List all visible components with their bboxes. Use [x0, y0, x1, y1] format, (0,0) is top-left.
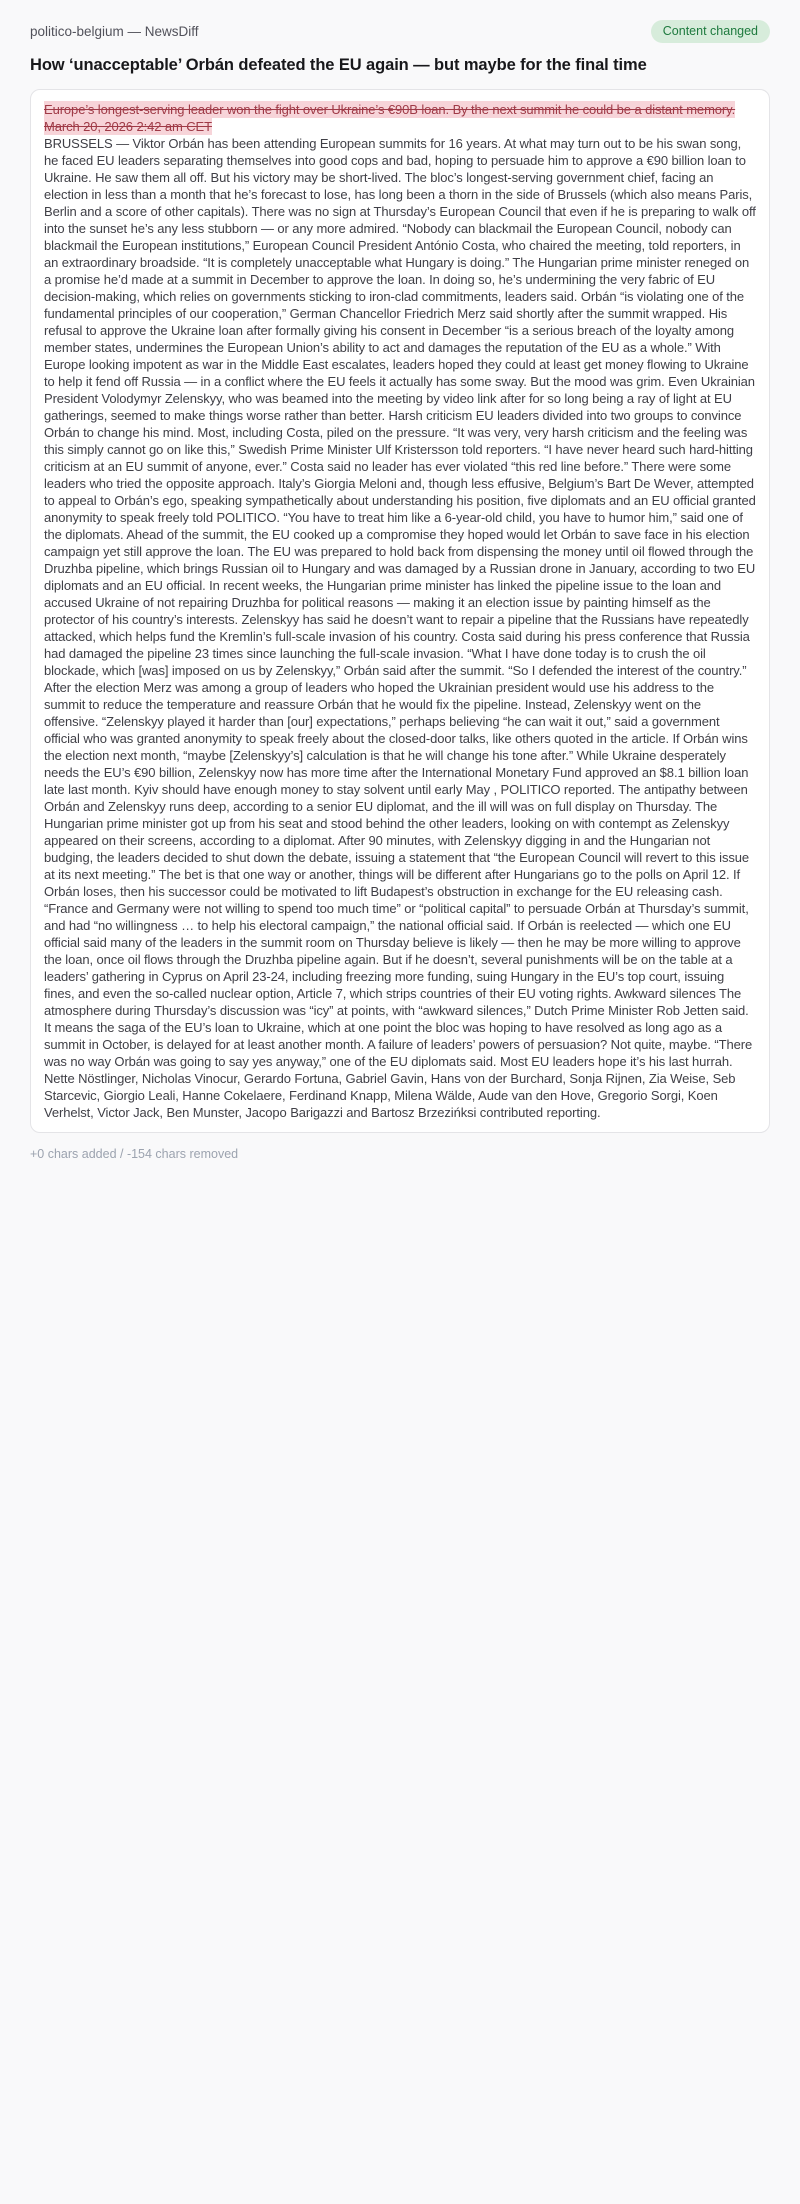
- status-badge: Content changed: [651, 20, 770, 43]
- page-title: How ‘unacceptable’ Orbán defeated the EU again — but maybe for the final time: [30, 56, 647, 74]
- newsdiff-page: [30, 20, 770, 1161]
- header: [30, 20, 770, 43]
- diff-card: [30, 89, 770, 1133]
- diff-text: [44, 101, 756, 1121]
- source-label: politico-belgium — NewsDiff: [30, 24, 199, 39]
- diff-stats: +0 chars added / -154 chars removed: [30, 1147, 239, 1161]
- article-body-text: BRUSSELS — Viktor Orbán has been attending European summits for 16 years. At what may turn out to be his swan song, he faced EU leaders separating themselves into good cops and bad, hoping to persuade him to approve a €90 billion loan to Ukraine. He saw them all off. But his victory may be short-lived. The bloc’s longest-serving government chief, facing an election in less than a month that he’s forecast to lose, has long been a thorn in the side of Brussels (which also means Paris, Berlin and a score of other capitals). There was no sign at Thursday’s European Council that even if he is preparing to walk off into the sunset he’s any less stubborn — or any more admired. “Nobody can blackmail the European Council, nobody can blackmail the European institutions,” European Council President António Costa, who chaired the meeting, told reporters, in an extraordinary broadside. “It is completely unacceptable what Hungary is doing.” The Hungarian prime minister reneged on a promise he’d made at a summit in December to approve the loan. In doing so, he’s undermining the very fabric of EU decision-making, which relies on governments sticking to iron-clad commitments, leaders said. Orbán “is violating one of the fundamental principles of our cooperation,” German Chancellor Friedrich Merz said shortly after the summit wrapped. His refusal to approve the Ukraine loan after formally giving his consent in December “is a serious breach of the loyalty among member states, undermines the European Union’s ability to act and damages the reputation of the EU as a whole.” With Europe looking impotent as war in the Middle East escalates, leaders hoped they could at least get money flowing to Ukraine to help it fend off Russia — in a conflict where the EU feels it actually has some sway. But the mood was grim. Even Ukrainian President Volodymyr Zelenskyy, who was beamed into the meeting by video link after for so long being a ray of light at EU gatherings, seemed to make things worse rather than better. Harsh criticism EU leaders divided into two groups to convince Orbán to change his mind. Most, including Costa, piled on the pressure. “It was very, very harsh criticism and the feeling was this simply cannot go on like this,” Swedish Prime Minister Ulf Kristersson told reporters. “I have never heard such hard-hitting criticism at an EU summit of anyone, ever.” Costa said no leader has ever violated “this red line before.” There were some leaders who tried the opposite approach. Italy’s Giorgia Meloni and, though less effusive, Belgium’s Bart De Wever, attempted to appeal to Orbán’s ego, speaking sympathetically about understanding his position, five diplomats and an EU official granted anonymity to speak freely told POLITICO. “You have to treat him like a 6-year-old child, you have to humor him,” said one of the diplomats. Ahead of the summit, the EU cooked up a compromise they hoped would let Orbán to save face in his election campaign yet still approve the loan. The EU was prepared to hold back from dispensing the money until oil flowed through the Druzhba pipeline, which brings Russian oil to Hungary and was damaged by a Russian drone in January, according to two EU diplomats and an EU official. In recent weeks, the Hungarian prime minister has linked the pipeline issue to the loan and accused Ukraine of not repairing Druzhba for political reasons — making it an election issue by painting himself as the protector of his country’s interests. Zelenskyy has said he doesn’t want to repair a pipeline that the Russians have repeatedly attacked, which helps fund the Kremlin’s full-scale invasion of his country. Costa said during his press conference that Russia had damaged the pipeline 23 times since launching the full-scale invasion. “What I have done today is to crush the oil blockade, which [was] imposed on us by Zelenskyy,” Orbán said after the summit. “So I defended the interest of the country.” After the election Merz was among a group of leaders who hoped the Ukrainian president would use his address to the summit to reduce the temperature and reassure Orbán that he would fix the pipeline. Instead, Zelenskyy went on the offensive. “Zelenskyy played it harder than [our] expectations,” perhaps believing “he can wait it out,” said a government official who was granted anonymity to speak freely about the closed-door talks, like others quoted in the article. If Orbán wins the election next month, “maybe [Zelenskyy’s] calculation is that he will change his tone after.” While Ukraine desperately needs the EU’s €90 billion, Zelenskyy now has more time after the International Monetary Fund approved an $8.1 billion loan late last month. Kyiv should have enough money to stay solvent until early May , POLITICO reported. The antipathy between Orbán and Zelenskyy runs deep, according to a senior EU diplomat, and the ill will was on full display on Thursday. The Hungarian prime minister got up from his seat and stood behind the other leaders, looking on with contempt as Zelenskyy appeared on their screens, according to a diplomat. After 90 minutes, with Zelenskyy digging in and the Hungarian not budging, the leaders decided to shut down the debate, issuing a statement that “the European Council will revert to this issue at its next meeting.” The bet is that one way or another, things will be different after Hungarians go to the polls on April 12. If Orbán loses, then his successor could be motivated to lift Budapest’s obstruction in exchange for the EU releasing cash. “France and Germany were not willing to spend too much time” or “political capital” to persuade Orbán at Thursday’s summit, and had “no willingness … to help his electoral campaign,” the national official said. If Orbán is reelected — which one EU official said many of the leaders in the summit room on Thursday believe is likely — then he may be more willing to approve the loan, once oil flows through the Druzhba pipeline again. But if he doesn’t, several punishments will be on the table at a leaders’ gathering in Cyprus on April 23-24, including freezing more funding, suing Hungary in the EU’s top court, issuing fines, and even the so-called nuclear option, Article 7, which strips countries of their EU voting rights. Awkward silences The atmosphere during Thursday’s discussion was “icy” at points, with “awkward silences,” Dutch Prime Minister Rob Jetten said. It means the saga of the EU’s loan to Ukraine, which at one point the bloc was hoping to have resolved as long ago as a summit in October, is delayed for at least another month. A failure of leaders’ powers of persuasion? Not quite, maybe. “There was no way Orbán was going to say yes anyway,” one of the EU diplomats said. Most EU leaders hope it’s his last hurrah. Nette Nöstlinger, Nicholas Vinocur, Gerardo Fortuna, Gabriel Gavin, Hans von der Burchard, Sonja Rijnen, Zia Weise, Seb Starcevic, Giorgio Leali, Hanne Cokelaere, Ferdinand Knapp, Milena Wälde, Aude van den Hove, Gregorio Sorgi, Koen Verhelst, Victor Jack, Ben Munster, Jacopo Barigazzi and Bartosz Brzezińksi contributed reporting.: [44, 136, 756, 1120]
- removed-text: Europe’s longest-serving leader won the fight over Ukraine’s €90B loan. By the next summit he could be a distant memory. March 20, 2026 2:42 am CET: [44, 102, 736, 134]
